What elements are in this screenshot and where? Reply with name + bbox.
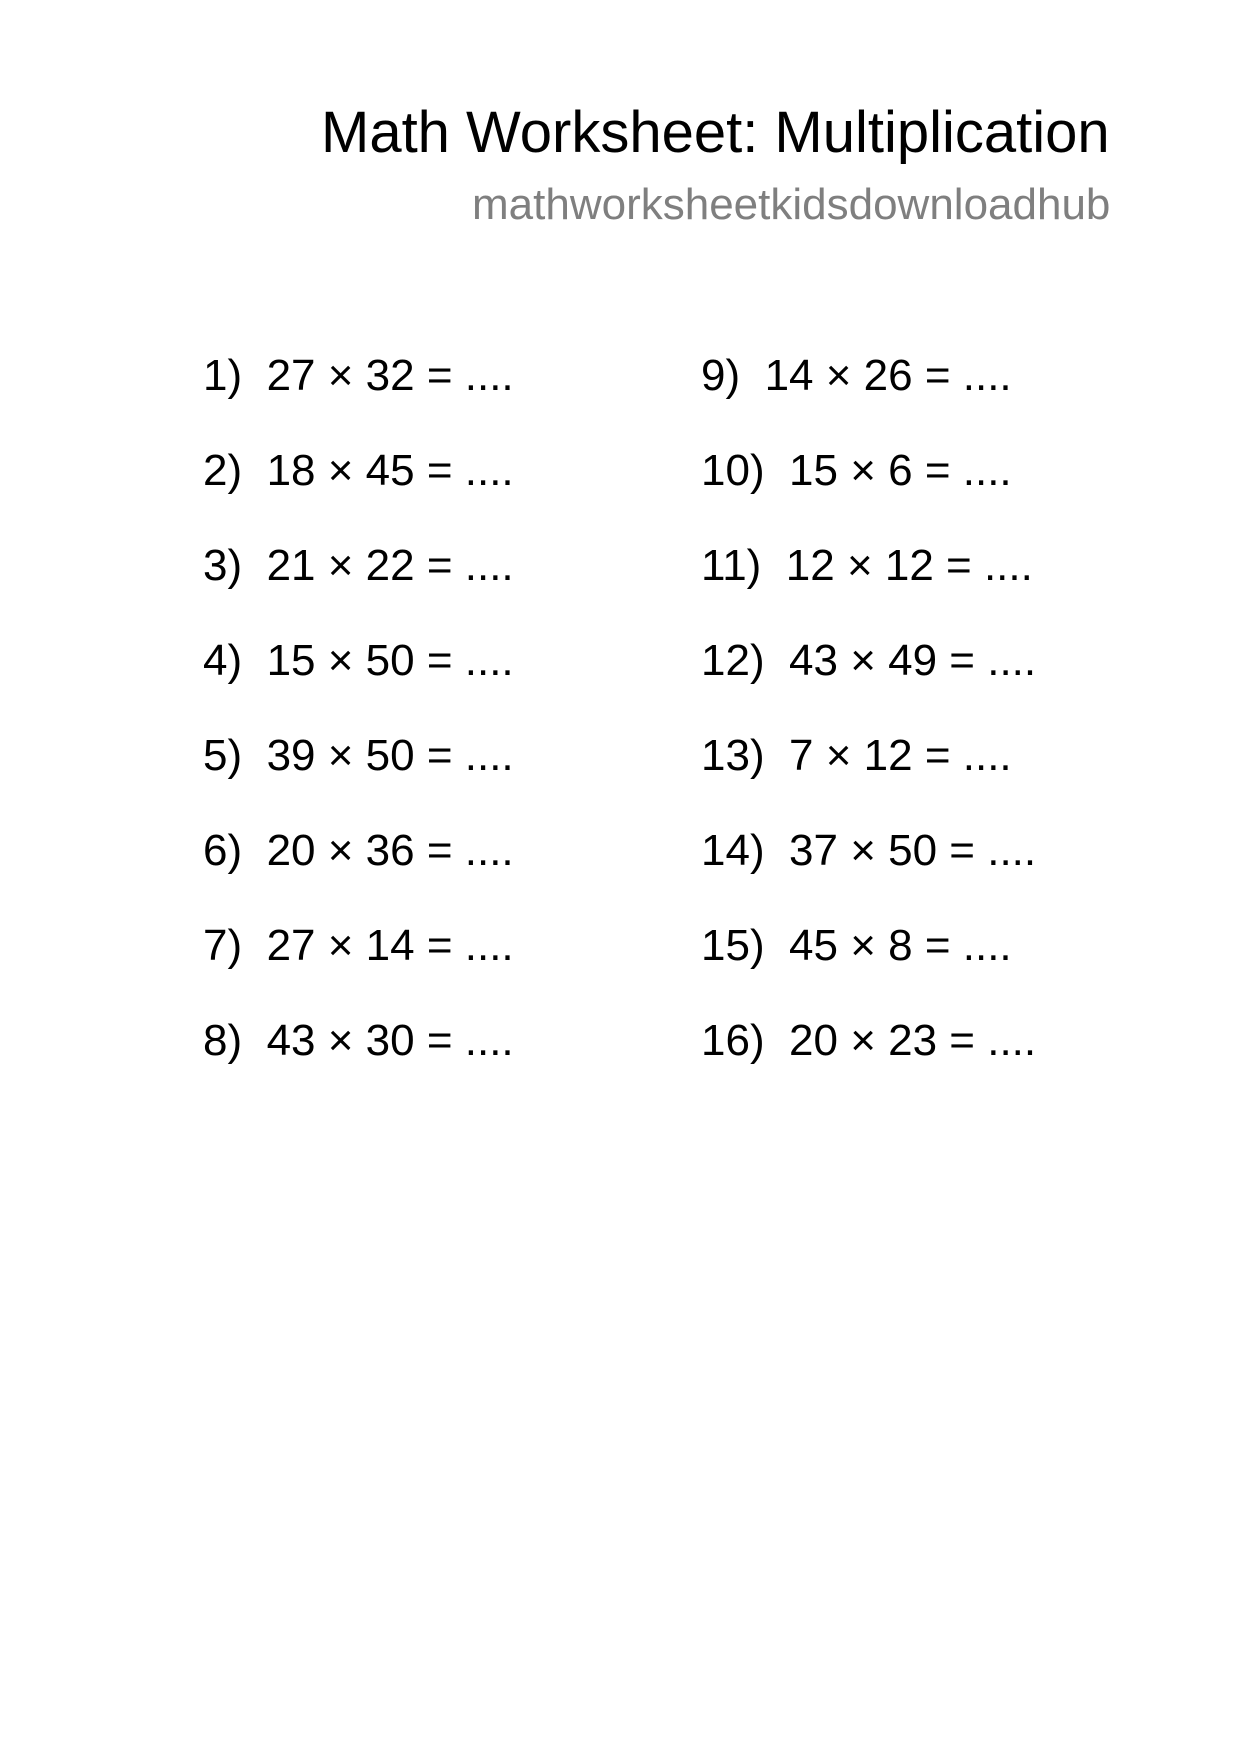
problem-item: 7) 27 × 14 = .... bbox=[203, 921, 514, 970]
problem-item: 11) 12 × 12 = .... bbox=[701, 541, 1033, 590]
problem-item: 16) 20 × 23 = .... bbox=[701, 1016, 1037, 1065]
problem-item: 4) 15 × 50 = .... bbox=[203, 636, 514, 685]
worksheet-title: Math Worksheet: Multiplication bbox=[321, 100, 1110, 165]
problem-item: 14) 37 × 50 = .... bbox=[701, 826, 1037, 875]
problem-item: 2) 18 × 45 = .... bbox=[203, 446, 514, 495]
problem-item: 3) 21 × 22 = .... bbox=[203, 541, 514, 590]
problem-item: 10) 15 × 6 = .... bbox=[701, 446, 1012, 495]
problem-item: 5) 39 × 50 = .... bbox=[203, 731, 514, 780]
problem-column-right bbox=[701, 350, 1036, 1110]
worksheet-source: mathworksheetkidsdownloadhub bbox=[472, 180, 1111, 229]
problem-item: 13) 7 × 12 = .... bbox=[701, 731, 1012, 780]
problem-item: 6) 20 × 36 = .... bbox=[203, 826, 514, 875]
problem-column-left bbox=[203, 350, 514, 1110]
problem-item: 9) 14 × 26 = .... bbox=[701, 351, 1012, 400]
problem-item: 8) 43 × 30 = .... bbox=[203, 1016, 514, 1065]
problem-item: 12) 43 × 49 = .... bbox=[701, 636, 1037, 685]
problem-item: 15) 45 × 8 = .... bbox=[701, 921, 1012, 970]
problem-item: 1) 27 × 32 = .... bbox=[203, 351, 514, 400]
